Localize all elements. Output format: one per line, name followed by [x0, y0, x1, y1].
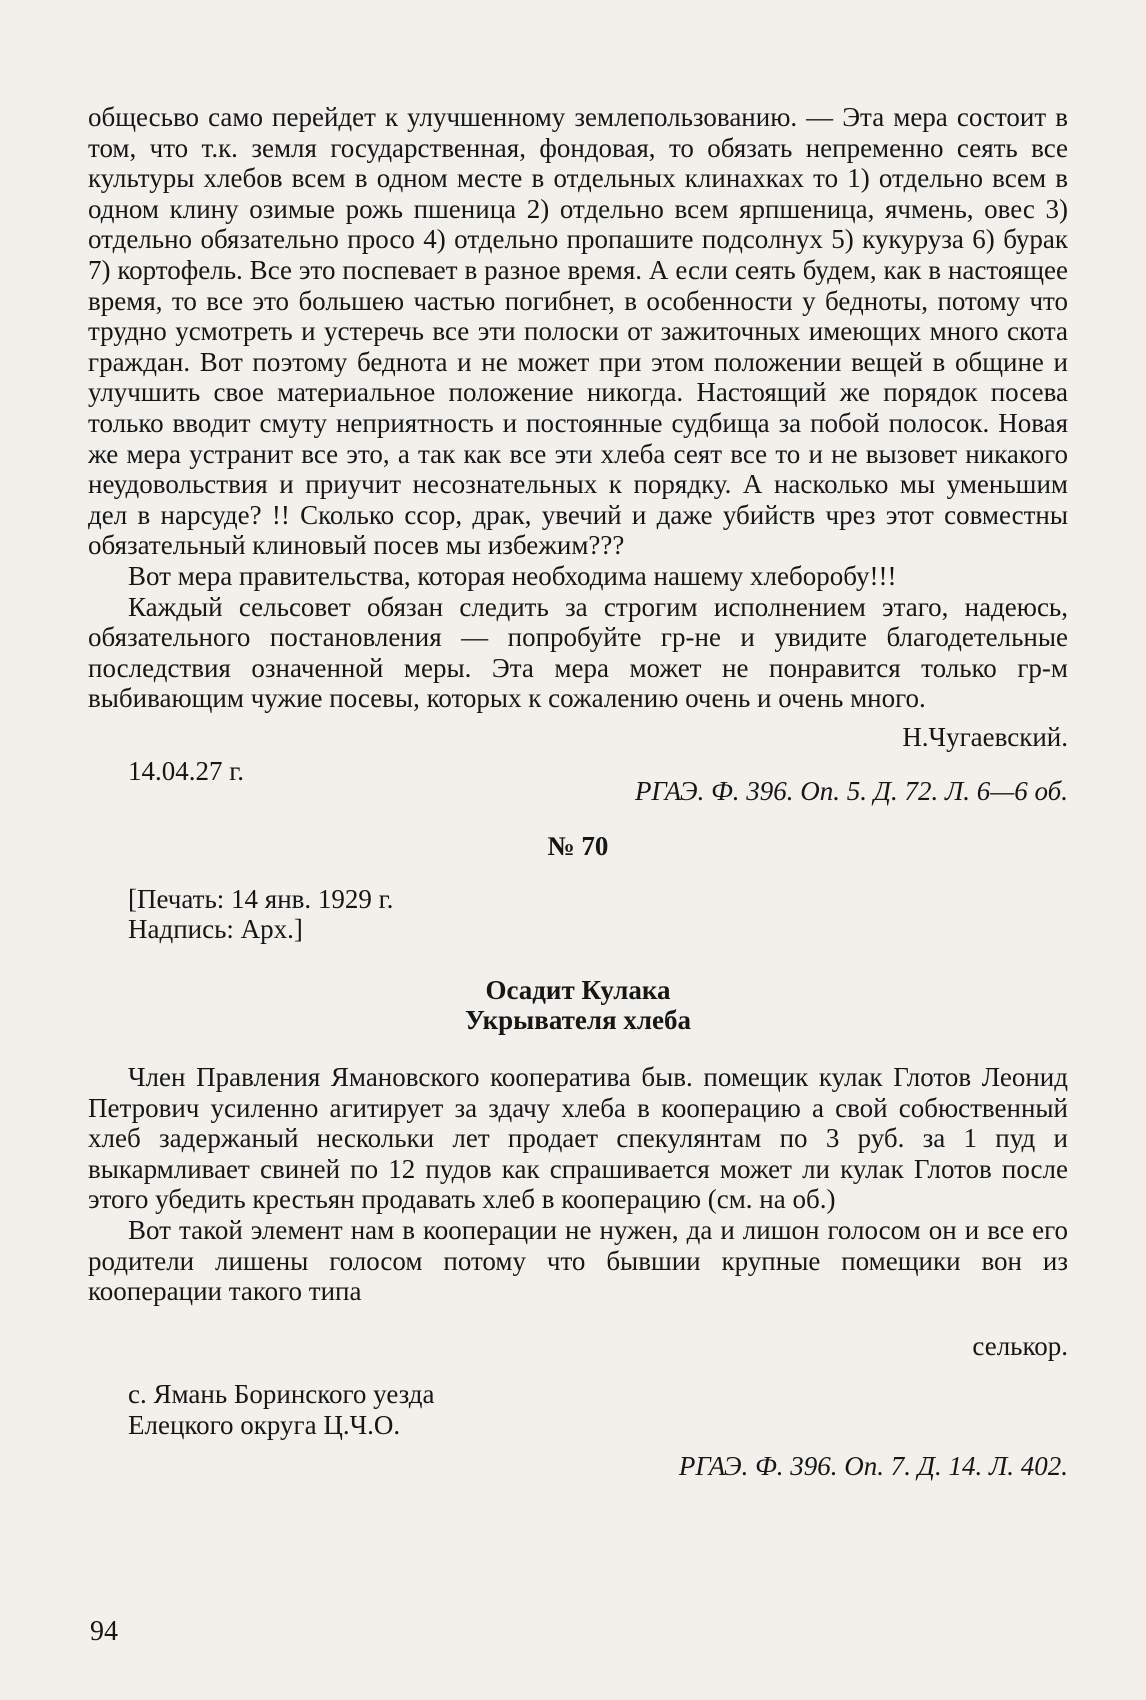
document-page: [88, 102, 1068, 1481]
letter2-archive-ref: РГАЭ. Ф. 396. Оп. 7. Д. 14. Л. 402.: [678, 1450, 1068, 1481]
page-number: 94: [90, 1616, 118, 1647]
letter2-title-line2: Укрывателя хлеба: [464, 1005, 692, 1036]
letter2-title: [88, 975, 1068, 1036]
letter1-paragraph-1: общесьво само перейдет к улучшенному землепользованию. — Эта мера состоит в том, что т.к. земля государственная, фондовая, то обязать непременно сеять все культуры хлебов всем в одном месте в отдельных клинахках то 1) отдельно всем в одном клину озимые рожь пшеница 2) отдельно всем ярпшеница, ячмень, овес 3) отдельно обязательно просо 4) отдельно пропашите подсолнух 5) кукуруза 6) бурак 7) кортофель. Все это поспевает в разное время. А если сеять будем, как в настоящее время, то все это большею частью погибнет, в особенности у бедноты, потому что трудно усмотреть и устеречь все эти полоски от зажиточных имеющих много скота граждан. Вот поэтому беднота и не может при этом положении вещей в общине и улучшить свое материальное положение никогда. Настоящий же порядок посева только вводит смуту неприятность и постоянные судбища за побой полосок. Новая же мера устранит все это, а так как все эти хлеба сеят все то и не вызовет никакого неудовольствия и приучит несознательных к порядку. А насколько мы уменьшим дел в нарсуде? !! Сколько ссор, драк, увечий и даже убийств чрез этот совместны обязательный клиновый посев мы избежим???: [88, 102, 1068, 561]
stamp-note-line2: Надпись: Арх.]: [128, 914, 303, 945]
letter2-paragraph-2: Вот такой элемент нам в кооперации не нужен, да и лишон голосом он и все его родители лишены голосом потому что бывшии крупные помещики вон из кооперации такого типа: [88, 1215, 1068, 1307]
letter2-title-line1: Осадит Кулака: [485, 974, 671, 1005]
letter1-date: 14.04.27 г.: [128, 756, 245, 787]
letter1-paragraph-3: Каждый сельсовет обязан следить за строгим исполнением этаго, надеюсь, обязательного постановления — попробуйте гр-не и увидите благодетельные последствия означенной меры. Эта мера может не понравится только гр-м выбивающим чужие посевы, которых к сожалению очень и очень много.: [88, 591, 1068, 714]
letter2-address-line2: Елецкого округа Ц.Ч.О.: [128, 1409, 401, 1440]
letter1-signature: Н.Чугаевский.: [902, 721, 1068, 752]
letter1-archive-ref: РГАЭ. Ф. 396. Оп. 5. Д. 72. Л. 6—6 об.: [634, 776, 1068, 807]
letter1-paragraph-2: Вот мера правительства, которая необходима нашему хлеборобу!!!: [128, 560, 897, 591]
stamp-note-line1: [Печать: 14 янв. 1929 г.: [128, 883, 394, 914]
letter2-signature: селькор.: [972, 1330, 1068, 1361]
letter2-paragraph-1: Член Правления Ямановского кооператива быв. помещик кулак Глотов Леонид Петрович усиленно агитирует за здачу хлеба в кооперацию а свой собюственный хлеб задержаный нескольки лет продает спекулянтам по 3 руб. за 1 пуд и выкармливает свиней по 12 пудов как спрашивается может ли кулак Глотов после этого убедить крестьян продавать хлеб в кооперацию (см. на об.): [88, 1062, 1068, 1215]
letter2-address-line1: с. Ямань Боринского уезда: [128, 1379, 435, 1410]
letter1-footer: [88, 756, 1068, 807]
document-number: № 70: [547, 831, 609, 862]
letter2-address: [88, 1379, 1068, 1440]
stamp-note: [88, 884, 1068, 945]
